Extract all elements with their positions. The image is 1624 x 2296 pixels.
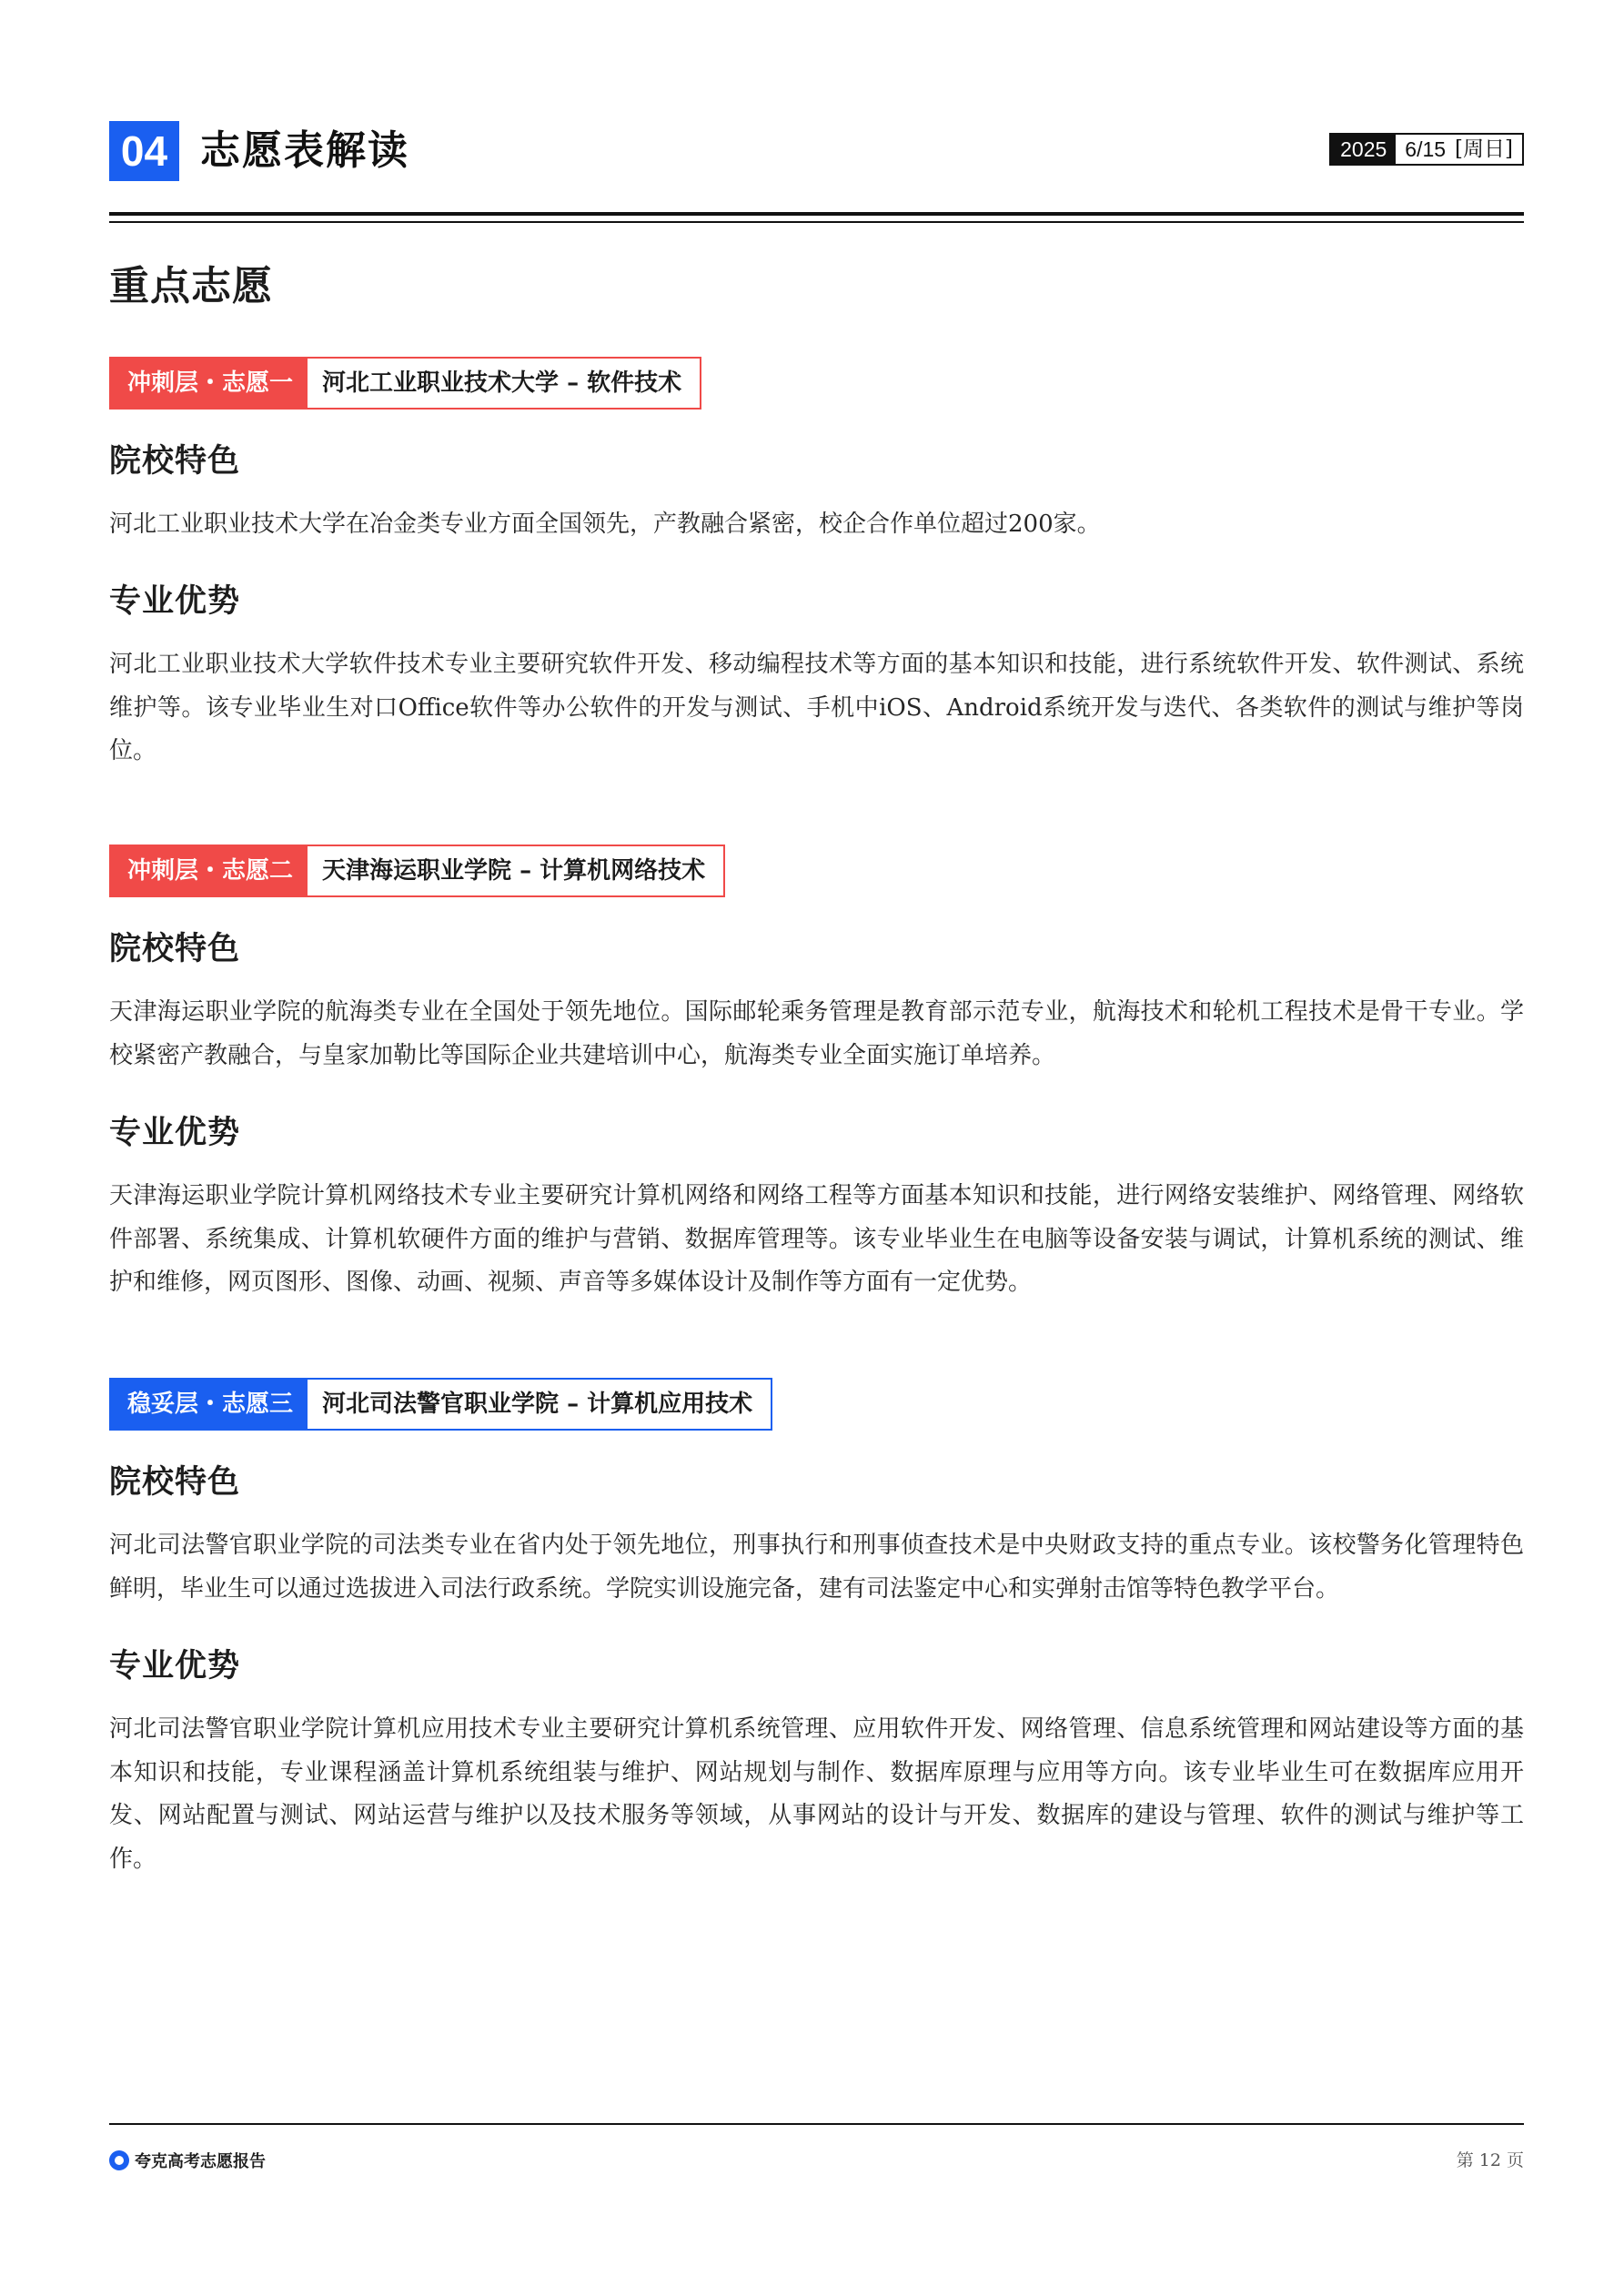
choice-tag bbox=[109, 357, 701, 410]
date-day: 6/15 bbox=[1405, 137, 1447, 161]
choice-tag bbox=[109, 845, 725, 897]
advantage-heading: 专业优势 bbox=[109, 1647, 241, 1684]
feature-heading: 院校特色 bbox=[109, 930, 241, 967]
header-rule-thick bbox=[109, 212, 1524, 216]
feature-text: 天津海运职业学院的航海类专业在全国处于领先地位。国际邮轮乘务管理是教育部示范专业，航海技术和轮机工程技术是骨干专业。学校紧密产教融合，与皇家加勒比等国际企业共建培训中心，航海类专业全面实施订单培养。 bbox=[109, 998, 1524, 1069]
advantage-heading: 专业优势 bbox=[109, 1114, 241, 1151]
footer-rule bbox=[109, 2123, 1524, 2125]
choice-level: 冲刺层・志愿二 bbox=[111, 846, 308, 895]
header-rule-thin bbox=[109, 221, 1524, 223]
page-header bbox=[109, 121, 1524, 181]
page-number: 第 12 页 bbox=[1456, 2150, 1524, 2170]
advantage-heading: 专业优势 bbox=[109, 582, 241, 620]
choice-level: 稳妥层・志愿三 bbox=[111, 1380, 308, 1429]
footer-brand bbox=[109, 2146, 266, 2175]
date-year: 2025 bbox=[1331, 135, 1396, 164]
feature-text: 河北工业职业技术大学在冶金类专业方面全国领先，产教融合紧密，校企合作单位超过200家。 bbox=[109, 511, 1101, 538]
date-weekday: [周日] bbox=[1455, 137, 1513, 161]
feature-heading: 院校特色 bbox=[109, 1463, 241, 1501]
choice-school-major: 天津海运职业学院 – 计算机网络技术 bbox=[322, 857, 706, 885]
advantage-text: 河北工业职业技术大学软件技术专业主要研究软件开发、移动编程技术等方面的基本知识和技能，进行系统软件开发、软件测试、系统维护等。该专业毕业生对口Office软件等办公软件的开发与测试、手机中iOS、Android系统开发与迭代、各类软件的测试与维护等岗位。 bbox=[109, 651, 1524, 764]
choice-card-2 bbox=[109, 845, 1524, 1296]
brand-logo-icon bbox=[109, 2150, 129, 2170]
feature-text: 河北司法警官职业学院的司法类专业在省内处于领先地位，刑事执行和刑事侦查技术是中央财政支持的重点专业。该校警务化管理特色鲜明，毕业生可以通过选拔进入司法行政系统。学院实训设施完备，建有司法鉴定中心和实弹射击馆等特色教学平台。 bbox=[109, 1532, 1524, 1603]
choice-card-1 bbox=[109, 357, 1524, 764]
choice-tag bbox=[109, 1378, 772, 1431]
section-title: 志愿表解读 bbox=[200, 127, 409, 174]
date-badge bbox=[1329, 133, 1524, 166]
choice-school-major: 河北司法警官职业学院 – 计算机应用技术 bbox=[322, 1391, 753, 1418]
page-title: 重点志愿 bbox=[109, 263, 273, 309]
section-number: 04 bbox=[109, 121, 179, 181]
advantage-text: 天津海运职业学院计算机网络技术专业主要研究计算机网络和网络工程等方面基本知识和技能，进行网络安装维护、网络管理、网络软件部署、系统集成、计算机软硬件方面的维护与营销、数据库管理等。该专业毕业生在电脑等设备安装与调试，计算机系统的测试、维护和维修，网页图形、图像、动画、视频、声音等多媒体设计及制作等方面有一定优势。 bbox=[109, 1182, 1524, 1296]
choice-level: 冲刺层・志愿一 bbox=[111, 359, 308, 408]
choice-card-3 bbox=[109, 1378, 1524, 1873]
choice-school-major: 河北工业职业技术大学 – 软件技术 bbox=[322, 369, 682, 397]
advantage-text: 河北司法警官职业学院计算机应用技术专业主要研究计算机系统管理、应用软件开发、网络管理、信息系统管理和网站建设等方面的基本知识和技能，专业课程涵盖计算机系统组装与维护、网站规划与制作、数据库原理与应用等方向。该专业毕业生可在数据库应用开发、网站配置与测试、网站运营与维护以及技术服务等领域，从事网站的设计与开发、数据库的建设与管理、软件的测试与维护等工作。 bbox=[109, 1715, 1524, 1873]
feature-heading: 院校特色 bbox=[109, 442, 241, 480]
brand-name: 夸克高考志愿报告 bbox=[135, 2152, 266, 2170]
